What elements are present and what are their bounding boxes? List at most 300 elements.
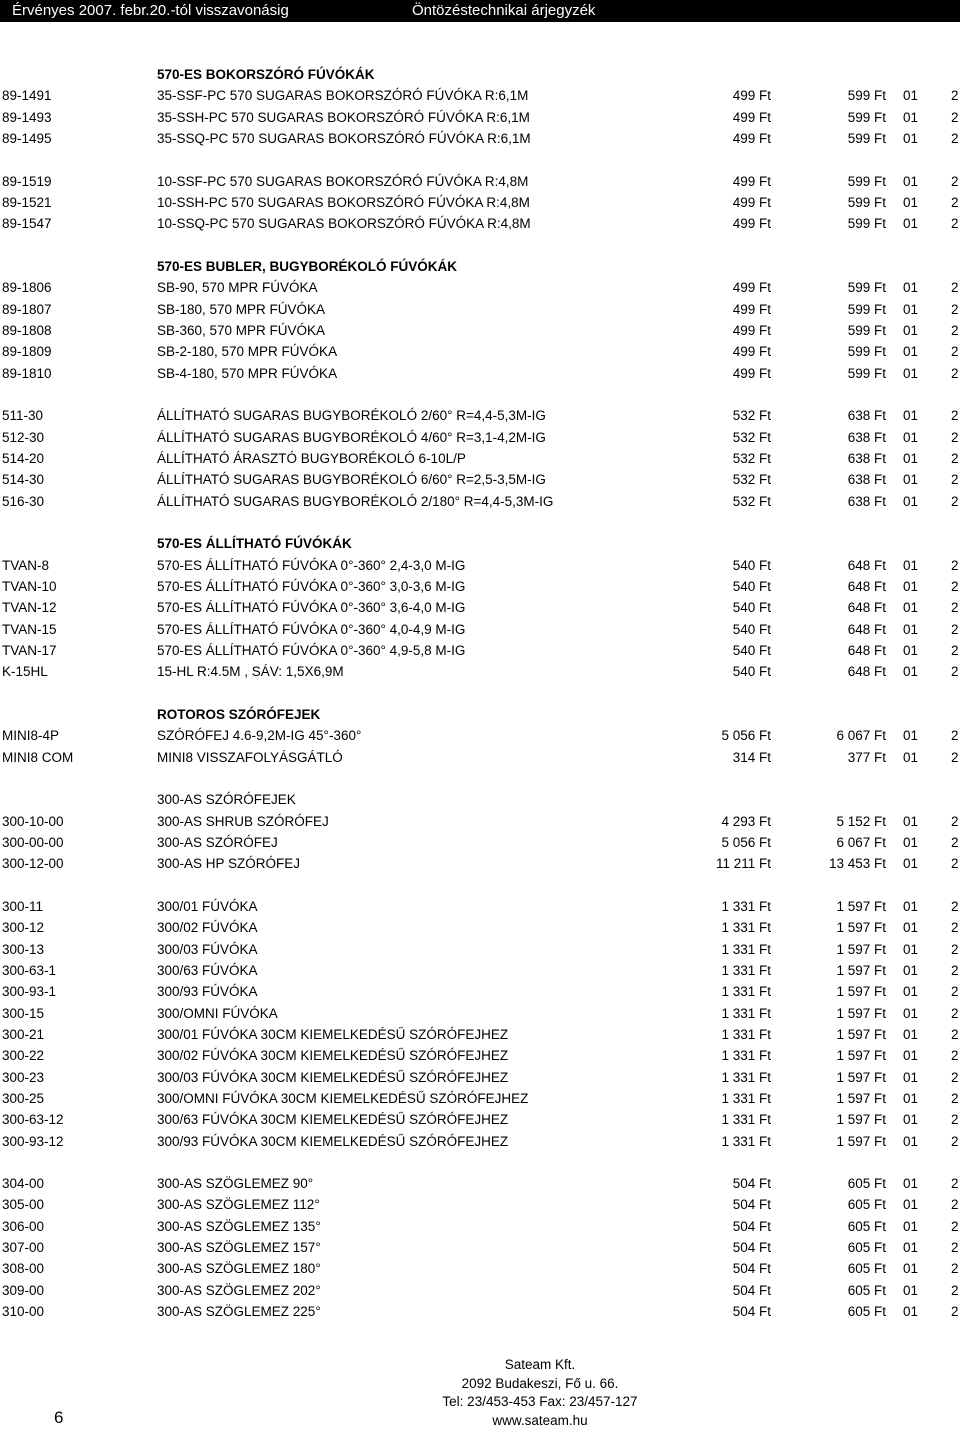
price-row [0, 663, 960, 680]
unit-code: 01 [903, 600, 919, 616]
vat-code: 2 [951, 1005, 959, 1021]
gross-price: 6 067 Ft [836, 834, 886, 850]
net-price: 532 Ft [732, 450, 771, 466]
unit-code: 01 [903, 194, 919, 210]
net-price: 1 331 Ft [721, 1090, 771, 1106]
net-price: 11 211 Ft [715, 856, 771, 872]
gross-price: 599 Ft [847, 194, 886, 210]
item-code: 308-00 [2, 1261, 45, 1277]
vat-code: 2 [951, 322, 959, 338]
unit-code: 01 [903, 1261, 919, 1277]
item-code: 89-1810 [2, 365, 52, 381]
unit-code: 01 [903, 1197, 919, 1213]
gross-price: 599 Ft [847, 173, 886, 189]
gross-price: 599 Ft [847, 88, 886, 104]
item-code: 300-10-00 [2, 813, 64, 829]
net-price: 499 Ft [732, 365, 771, 381]
net-price: 1 331 Ft [721, 1133, 771, 1149]
net-price: 499 Ft [732, 216, 771, 232]
unit-code: 01 [903, 1282, 919, 1298]
unit-code: 01 [903, 1112, 919, 1128]
unit-code: 01 [903, 642, 919, 658]
item-description: 300/OMNI FÚVÓKA [157, 1005, 278, 1021]
item-description: 300/03 FÚVÓKA [157, 941, 258, 957]
vat-code: 2 [951, 1090, 959, 1106]
item-code: 516-30 [2, 493, 45, 509]
item-code: TVAN-17 [2, 642, 57, 658]
net-price: 499 Ft [732, 109, 771, 125]
vat-code: 2 [951, 301, 959, 317]
item-code: 89-1808 [2, 322, 52, 338]
price-row [0, 919, 960, 936]
item-code: 300-21 [2, 1026, 45, 1042]
net-price: 499 Ft [732, 322, 771, 338]
item-description: 300-AS SZÖGLEMEZ 225° [157, 1304, 321, 1320]
price-row [0, 130, 960, 147]
net-price: 540 Ft [732, 578, 771, 594]
gross-price: 648 Ft [847, 578, 886, 594]
vat-code: 2 [951, 920, 959, 936]
item-code: 514-30 [2, 472, 45, 488]
net-price: 540 Ft [732, 557, 771, 573]
unit-code: 01 [903, 1218, 919, 1234]
item-description: ÁLLÍTHATÓ SUGARAS BUGYBORÉKOLÓ 6/60° R=2,5-3,5M-IG [157, 472, 546, 488]
net-price: 5 056 Ft [721, 834, 771, 850]
unit-code: 01 [903, 1026, 919, 1042]
item-code: 300-12 [2, 920, 45, 936]
item-description: 35-SSF-PC 570 SUGARAS BOKORSZÓRÓ FÚVÓKA R:6,1M [157, 88, 529, 104]
item-description: SB-360, 570 MPR FÚVÓKA [157, 322, 326, 338]
item-description: SZÓRÓFEJ 4.6-9,2M-IG 45°-360° [157, 728, 362, 744]
price-row [0, 194, 960, 211]
item-code: K-15HL [2, 664, 48, 680]
gross-price: 1 597 Ft [836, 941, 886, 957]
item-code: 89-1491 [2, 88, 52, 104]
section-title: ROTOROS SZÓRÓFEJEK [157, 706, 321, 722]
vat-code: 2 [951, 621, 959, 637]
gross-price: 599 Ft [847, 280, 886, 296]
net-price: 1 331 Ft [721, 984, 771, 1000]
vat-code: 2 [951, 109, 959, 125]
vat-code: 2 [951, 173, 959, 189]
net-price: 504 Ft [732, 1197, 771, 1213]
item-code: 300-13 [2, 941, 45, 957]
unit-code: 01 [903, 1048, 919, 1064]
vat-code: 2 [951, 493, 959, 509]
section-title: 570-ES BUBLER, BUGYBORÉKOLÓ FÚVÓKÁK [157, 258, 458, 274]
item-code: 300-93-1 [2, 984, 57, 1000]
vat-code: 2 [951, 642, 959, 658]
validity-note: Érvényes 2007. febr.20.-tól visszavonásig [12, 2, 289, 19]
net-price: 1 331 Ft [721, 920, 771, 936]
gross-price: 638 Ft [847, 472, 886, 488]
item-description: SB-2-180, 570 MPR FÚVÓKA [157, 344, 338, 360]
net-price: 504 Ft [732, 1282, 771, 1298]
unit-code: 01 [903, 962, 919, 978]
item-code: 89-1521 [2, 194, 52, 210]
vat-code: 2 [951, 194, 959, 210]
section-title: 570-ES ÁLLÍTHATÓ FÚVÓKÁK [157, 536, 352, 552]
gross-price: 605 Ft [847, 1240, 886, 1256]
price-row [0, 301, 960, 318]
net-price: 504 Ft [732, 1240, 771, 1256]
net-price: 1 331 Ft [721, 962, 771, 978]
item-description: 300/01 FÚVÓKA [157, 898, 258, 914]
item-code: TVAN-15 [2, 621, 57, 637]
gross-price: 1 597 Ft [836, 962, 886, 978]
price-row [0, 642, 960, 659]
price-row [0, 834, 960, 851]
net-price: 532 Ft [732, 493, 771, 509]
item-code: 89-1807 [2, 301, 52, 317]
unit-code: 01 [903, 429, 919, 445]
price-row [0, 578, 960, 595]
price-row [0, 1218, 960, 1235]
unit-code: 01 [903, 557, 919, 573]
vat-code: 2 [951, 962, 959, 978]
unit-code: 01 [903, 1133, 919, 1149]
item-description: 570-ES ÁLLÍTHATÓ FÚVÓKA 0°-360° 4,0-4,9 M-IG [157, 621, 466, 637]
price-row [0, 557, 960, 574]
gross-price: 599 Ft [847, 344, 886, 360]
unit-code: 01 [903, 173, 919, 189]
company-info-line: 2092 Budakeszi, Fő u. 66. [461, 1375, 619, 1391]
net-price: 504 Ft [732, 1218, 771, 1234]
price-row [0, 749, 960, 766]
item-description: 10-SSH-PC 570 SUGARAS BOKORSZÓRÓ FÚVÓKA R:4,8M [157, 194, 530, 210]
price-row [0, 941, 960, 958]
unit-code: 01 [903, 280, 919, 296]
price-row [0, 1239, 960, 1256]
price-row [0, 471, 960, 488]
unit-code: 01 [903, 1005, 919, 1021]
gross-price: 599 Ft [847, 109, 886, 125]
unit-code: 01 [903, 344, 919, 360]
price-row [0, 898, 960, 915]
vat-code: 2 [951, 664, 959, 680]
page-number: 6 [54, 1408, 64, 1427]
item-code: 89-1806 [2, 280, 52, 296]
item-description: 10-SSQ-PC 570 SUGARAS BOKORSZÓRÓ FÚVÓKA R:4,8M [157, 216, 531, 232]
price-row [0, 1175, 960, 1192]
vat-code: 2 [951, 1261, 959, 1277]
vat-code: 2 [951, 1133, 959, 1149]
unit-code: 01 [903, 322, 919, 338]
price-row [0, 407, 960, 424]
net-price: 1 331 Ft [721, 1048, 771, 1064]
unit-code: 01 [903, 749, 919, 765]
vat-code: 2 [951, 1026, 959, 1042]
price-row [0, 962, 960, 979]
net-price: 499 Ft [732, 88, 771, 104]
price-row [0, 1303, 960, 1320]
gross-price: 599 Ft [847, 322, 886, 338]
item-code: 300-25 [2, 1090, 45, 1106]
net-price: 4 293 Ft [721, 813, 771, 829]
item-description: 300-AS SZÖGLEMEZ 157° [157, 1240, 321, 1256]
item-description: 300/93 FÚVÓKA 30CM KIEMELKEDÉSŰ SZÓRÓFEJHEZ [157, 1133, 509, 1149]
vat-code: 2 [951, 1304, 959, 1320]
item-description: 300-AS SHRUB SZÓRÓFEJ [157, 813, 329, 829]
gross-price: 648 Ft [847, 557, 886, 573]
section-title: 300-AS SZÓRÓFEJEK [157, 792, 296, 808]
price-row [0, 109, 960, 126]
vat-code: 2 [951, 344, 959, 360]
item-description: 300/01 FÚVÓKA 30CM KIEMELKEDÉSŰ SZÓRÓFEJHEZ [157, 1026, 509, 1042]
unit-code: 01 [903, 493, 919, 509]
price-row [0, 1260, 960, 1277]
net-price: 5 056 Ft [721, 728, 771, 744]
price-row [0, 599, 960, 616]
vat-code: 2 [951, 749, 959, 765]
item-description: SB-180, 570 MPR FÚVÓKA [157, 301, 326, 317]
gross-price: 6 067 Ft [836, 728, 886, 744]
unit-code: 01 [903, 1304, 919, 1320]
item-code: 89-1519 [2, 173, 52, 189]
item-description: ÁLLÍTHATÓ SUGARAS BUGYBORÉKOLÓ 2/60° R=4,4-5,3M-IG [157, 408, 546, 424]
item-code: MINI8 COM [2, 749, 74, 765]
gross-price: 1 597 Ft [836, 1090, 886, 1106]
unit-code: 01 [903, 728, 919, 744]
gross-price: 1 597 Ft [836, 1112, 886, 1128]
unit-code: 01 [903, 88, 919, 104]
item-description: 300-AS SZÓRÓFEJ [157, 834, 278, 850]
vat-code: 2 [951, 856, 959, 872]
price-row [0, 727, 960, 744]
price-row [0, 1090, 960, 1107]
item-code: 89-1495 [2, 130, 52, 146]
item-description: 300/63 FÚVÓKA 30CM KIEMELKEDÉSŰ SZÓRÓFEJHEZ [157, 1112, 509, 1128]
gross-price: 605 Ft [847, 1197, 886, 1213]
item-description: 300/63 FÚVÓKA [157, 962, 258, 978]
item-code: 300-93-12 [2, 1133, 64, 1149]
item-description: 300/93 FÚVÓKA [157, 984, 258, 1000]
item-description: ÁLLÍTHATÓ SUGARAS BUGYBORÉKOLÓ 2/180° R=4,4-5,3M-IG [157, 493, 554, 509]
item-description: SB-4-180, 570 MPR FÚVÓKA [157, 365, 338, 381]
vat-code: 2 [951, 280, 959, 296]
net-price: 499 Ft [732, 280, 771, 296]
item-code: 514-20 [2, 450, 45, 466]
item-code: 306-00 [2, 1218, 45, 1234]
price-row [0, 87, 960, 104]
net-price: 1 331 Ft [721, 1005, 771, 1021]
net-price: 504 Ft [732, 1176, 771, 1192]
item-description: 300-AS SZÖGLEMEZ 180° [157, 1261, 321, 1277]
vat-code: 2 [951, 1112, 959, 1128]
gross-price: 638 Ft [847, 429, 886, 445]
vat-code: 2 [951, 898, 959, 914]
net-price: 532 Ft [732, 429, 771, 445]
vat-code: 2 [951, 834, 959, 850]
price-row [0, 1026, 960, 1043]
price-row [0, 1005, 960, 1022]
unit-code: 01 [903, 472, 919, 488]
price-row [0, 983, 960, 1000]
unit-code: 01 [903, 984, 919, 1000]
gross-price: 605 Ft [847, 1282, 886, 1298]
item-description: 570-ES ÁLLÍTHATÓ FÚVÓKA 0°-360° 2,4-3,0 M-IG [157, 557, 466, 573]
gross-price: 599 Ft [847, 216, 886, 232]
vat-code: 2 [951, 1282, 959, 1298]
net-price: 314 Ft [732, 749, 771, 765]
net-price: 532 Ft [732, 472, 771, 488]
gross-price: 13 453 Ft [828, 856, 886, 872]
unit-code: 01 [903, 408, 919, 424]
price-row [0, 1282, 960, 1299]
item-code: 300-63-1 [2, 962, 57, 978]
item-code: 300-23 [2, 1069, 45, 1085]
net-price: 540 Ft [732, 600, 771, 616]
gross-price: 1 597 Ft [836, 984, 886, 1000]
item-code: 511-30 [2, 408, 44, 424]
vat-code: 2 [951, 728, 959, 744]
vat-code: 2 [951, 1197, 959, 1213]
item-code: 300-63-12 [2, 1112, 64, 1128]
price-row [0, 1133, 960, 1150]
unit-code: 01 [903, 898, 919, 914]
unit-code: 01 [903, 856, 919, 872]
gross-price: 638 Ft [847, 493, 886, 509]
gross-price: 599 Ft [847, 365, 886, 381]
price-row [0, 365, 960, 382]
item-description: 570-ES ÁLLÍTHATÓ FÚVÓKA 0°-360° 3,0-3,6 M-IG [157, 578, 466, 594]
vat-code: 2 [951, 1240, 959, 1256]
item-code: 300-11 [2, 898, 44, 914]
price-row [0, 450, 960, 467]
vat-code: 2 [951, 1218, 959, 1234]
item-description: 300-AS SZÖGLEMEZ 135° [157, 1218, 321, 1234]
gross-price: 648 Ft [847, 600, 886, 616]
item-description: 300/02 FÚVÓKA [157, 920, 258, 936]
vat-code: 2 [951, 450, 959, 466]
gross-price: 605 Ft [847, 1304, 886, 1320]
unit-code: 01 [903, 450, 919, 466]
item-description: 300-AS SZÖGLEMEZ 90° [157, 1176, 314, 1192]
item-code: TVAN-10 [2, 578, 57, 594]
net-price: 1 331 Ft [721, 1026, 771, 1042]
unit-code: 01 [903, 365, 919, 381]
item-description: 300/02 FÚVÓKA 30CM KIEMELKEDÉSŰ SZÓRÓFEJHEZ [157, 1048, 509, 1064]
vat-code: 2 [951, 130, 959, 146]
gross-price: 605 Ft [847, 1176, 886, 1192]
item-code: 309-00 [2, 1282, 45, 1298]
item-description: SB-90, 570 MPR FÚVÓKA [157, 280, 318, 296]
price-row [0, 1196, 960, 1213]
item-code: TVAN-8 [2, 557, 50, 573]
unit-code: 01 [903, 664, 919, 680]
gross-price: 648 Ft [847, 621, 886, 637]
net-price: 540 Ft [732, 621, 771, 637]
unit-code: 01 [903, 301, 919, 317]
item-description: 300/03 FÚVÓKA 30CM KIEMELKEDÉSŰ SZÓRÓFEJHEZ [157, 1069, 509, 1085]
item-description: 570-ES ÁLLÍTHATÓ FÚVÓKA 0°-360° 3,6-4,0 M-IG [157, 600, 466, 616]
item-description: 10-SSF-PC 570 SUGARAS BOKORSZÓRÓ FÚVÓKA R:4,8M [157, 173, 529, 189]
gross-price: 1 597 Ft [836, 898, 886, 914]
item-code: 89-1547 [2, 216, 52, 232]
price-row [0, 1047, 960, 1064]
item-code: 300-00-00 [2, 834, 64, 850]
item-code: 307-00 [2, 1240, 45, 1256]
net-price: 499 Ft [732, 194, 771, 210]
price-row [0, 322, 960, 339]
net-price: 504 Ft [732, 1304, 771, 1320]
vat-code: 2 [951, 88, 959, 104]
item-code: 300-15 [2, 1005, 45, 1021]
vat-code: 2 [951, 429, 959, 445]
item-description: 300-AS SZÖGLEMEZ 202° [157, 1282, 321, 1298]
net-price: 504 Ft [732, 1261, 771, 1277]
unit-code: 01 [903, 813, 919, 829]
unit-code: 01 [903, 1069, 919, 1085]
vat-code: 2 [951, 578, 959, 594]
net-price: 532 Ft [732, 408, 771, 424]
unit-code: 01 [903, 216, 919, 232]
gross-price: 605 Ft [847, 1218, 886, 1234]
gross-price: 1 597 Ft [836, 920, 886, 936]
document-title: Öntözéstechnikai árjegyzék [412, 2, 596, 19]
price-row [0, 813, 960, 830]
item-code: 89-1493 [2, 109, 52, 125]
item-code: 300-22 [2, 1048, 45, 1064]
price-row [0, 621, 960, 638]
item-description: 570-ES ÁLLÍTHATÓ FÚVÓKA 0°-360° 4,9-5,8 M-IG [157, 642, 466, 658]
gross-price: 599 Ft [847, 301, 886, 317]
item-description: 300/OMNI FÚVÓKA 30CM KIEMELKEDÉSŰ SZÓRÓFEJHEZ [157, 1090, 529, 1106]
gross-price: 648 Ft [847, 664, 886, 680]
price-row [0, 493, 960, 510]
item-description: 35-SSQ-PC 570 SUGARAS BOKORSZÓRÓ FÚVÓKA R:6,1M [157, 130, 531, 146]
item-code: 310-00 [2, 1304, 45, 1320]
vat-code: 2 [951, 813, 959, 829]
net-price: 1 331 Ft [721, 1069, 771, 1085]
vat-code: 2 [951, 984, 959, 1000]
unit-code: 01 [903, 130, 919, 146]
gross-price: 599 Ft [847, 130, 886, 146]
net-price: 1 331 Ft [721, 898, 771, 914]
net-price: 499 Ft [732, 173, 771, 189]
page-footer [0, 1356, 960, 1429]
gross-price: 1 597 Ft [836, 1026, 886, 1042]
item-description: 35-SSH-PC 570 SUGARAS BOKORSZÓRÓ FÚVÓKA R:6,1M [157, 109, 530, 125]
item-code: 89-1809 [2, 344, 52, 360]
gross-price: 5 152 Ft [836, 813, 886, 829]
unit-code: 01 [903, 1090, 919, 1106]
price-row [0, 855, 960, 872]
item-code: 304-00 [2, 1176, 45, 1192]
gross-price: 605 Ft [847, 1261, 886, 1277]
gross-price: 1 597 Ft [836, 1069, 886, 1085]
net-price: 1 331 Ft [721, 1112, 771, 1128]
item-description: 300-AS HP SZÓRÓFEJ [157, 856, 301, 872]
vat-code: 2 [951, 365, 959, 381]
vat-code: 2 [951, 1176, 959, 1192]
net-price: 540 Ft [732, 642, 771, 658]
gross-price: 638 Ft [847, 408, 886, 424]
item-description: ÁLLÍTHATÓ ÁRASZTÓ BUGYBORÉKOLÓ 6-10L/P [157, 450, 466, 466]
gross-price: 1 597 Ft [836, 1048, 886, 1064]
net-price: 1 331 Ft [721, 941, 771, 957]
item-description: MINI8 VISSZAFOLYÁSGÁTLÓ [157, 749, 343, 765]
item-description: ÁLLÍTHATÓ SUGARAS BUGYBORÉKOLÓ 4/60° R=3,1-4,2M-IG [157, 429, 546, 445]
item-code: 305-00 [2, 1197, 45, 1213]
item-description: 15-HL R:4.5M , SÁV: 1,5X6,9M [157, 664, 344, 680]
gross-price: 1 597 Ft [836, 1133, 886, 1149]
vat-code: 2 [951, 408, 959, 424]
net-price: 540 Ft [732, 664, 771, 680]
unit-code: 01 [903, 109, 919, 125]
gross-price: 1 597 Ft [836, 1005, 886, 1021]
unit-code: 01 [903, 834, 919, 850]
